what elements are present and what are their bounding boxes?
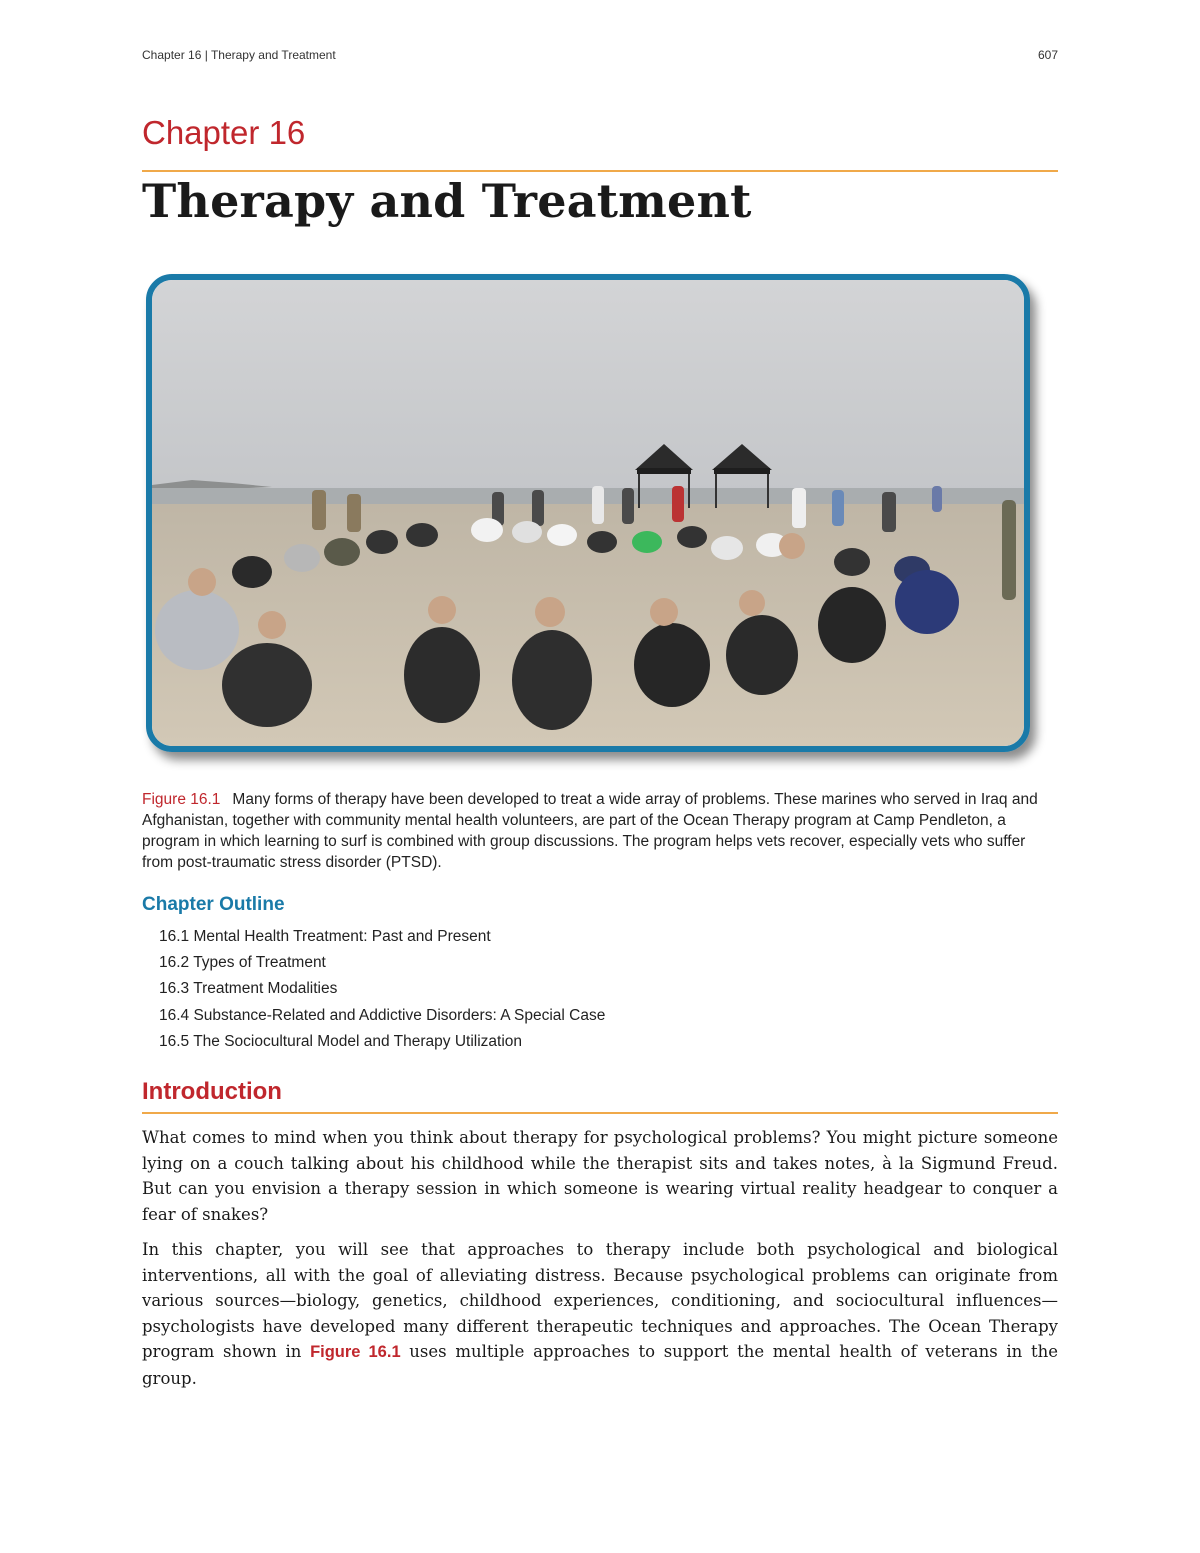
sky <box>152 280 1024 495</box>
running-title: Chapter 16 | Therapy and Treatment <box>142 48 336 62</box>
figure-caption-text: Many forms of therapy have been developed to treat a wide array of problems. These marines who served in Iraq and Afghanistan, together with community mental health volunteers, are part of the Ocean Therapy program at Camp Pendleton, a program in which learning to surf is combined with group discussions. The program helps vets recover, especially vets who suffer from post-traumatic stress disorder (PTSD). <box>142 791 1038 871</box>
chapter-label: Chapter 16 <box>142 114 306 151</box>
chapter-title: Therapy and Treatment <box>142 174 752 228</box>
outline-item[interactable]: 16.3 Treatment Modalities <box>159 980 338 998</box>
chapter-outline-heading: Chapter Outline <box>142 894 285 915</box>
figure-reference-link[interactable]: Figure 16.1 <box>310 1343 401 1361</box>
page-number: 607 <box>1037 48 1058 62</box>
introduction-heading: Introduction <box>142 1078 282 1105</box>
introduction-rule <box>142 1112 1058 1114</box>
intro-paragraph-2-end: uses multiple approaches to support the mental health of veterans in the group. <box>142 1342 1059 1388</box>
intro-paragraph-2-start: In this chapter, you will see that approaches to therapy include both psychological and biological interventions, all with the goal of alleviating distress. Because psychological problems can originate from various sources—biology, genetics, childhood experiences, conditioning, and sociocultural influences—psychologists have developed many different therapeutic techniques and approaches. The Ocean Therapy program shown in <box>142 1240 1058 1361</box>
intro-paragraph-1: What comes to mind when you think about therapy for psychological problems? You might picture someone lying on a couch talking about his childhood while the therapist sits and takes notes, à la Sigmund Freud. But can you envision a therapy session in which someone is wearing virtual reality headgear to conquer a fear of snakes? <box>142 1128 1058 1224</box>
outline-item[interactable]: 16.5 The Sociocultural Model and Therapy Utilization <box>159 1032 523 1050</box>
figure-label: Figure 16.1 <box>142 791 221 808</box>
figure-photo <box>146 274 1030 752</box>
outline-item[interactable]: 16.1 Mental Health Treatment: Past and Present <box>159 928 491 945</box>
chapter-outline-list <box>159 928 605 1059</box>
figure-caption <box>142 789 1058 873</box>
chapter-rule <box>142 170 1058 172</box>
outline-item[interactable]: 16.2 Types of Treatment <box>159 954 326 972</box>
beach-group-photo-illustration <box>152 280 1024 746</box>
intro-paragraph-2 <box>142 1237 1058 1391</box>
outline-item[interactable]: 16.4 Substance-Related and Addictive Disorders: A Special Case <box>159 1006 606 1024</box>
running-header <box>142 48 1058 62</box>
